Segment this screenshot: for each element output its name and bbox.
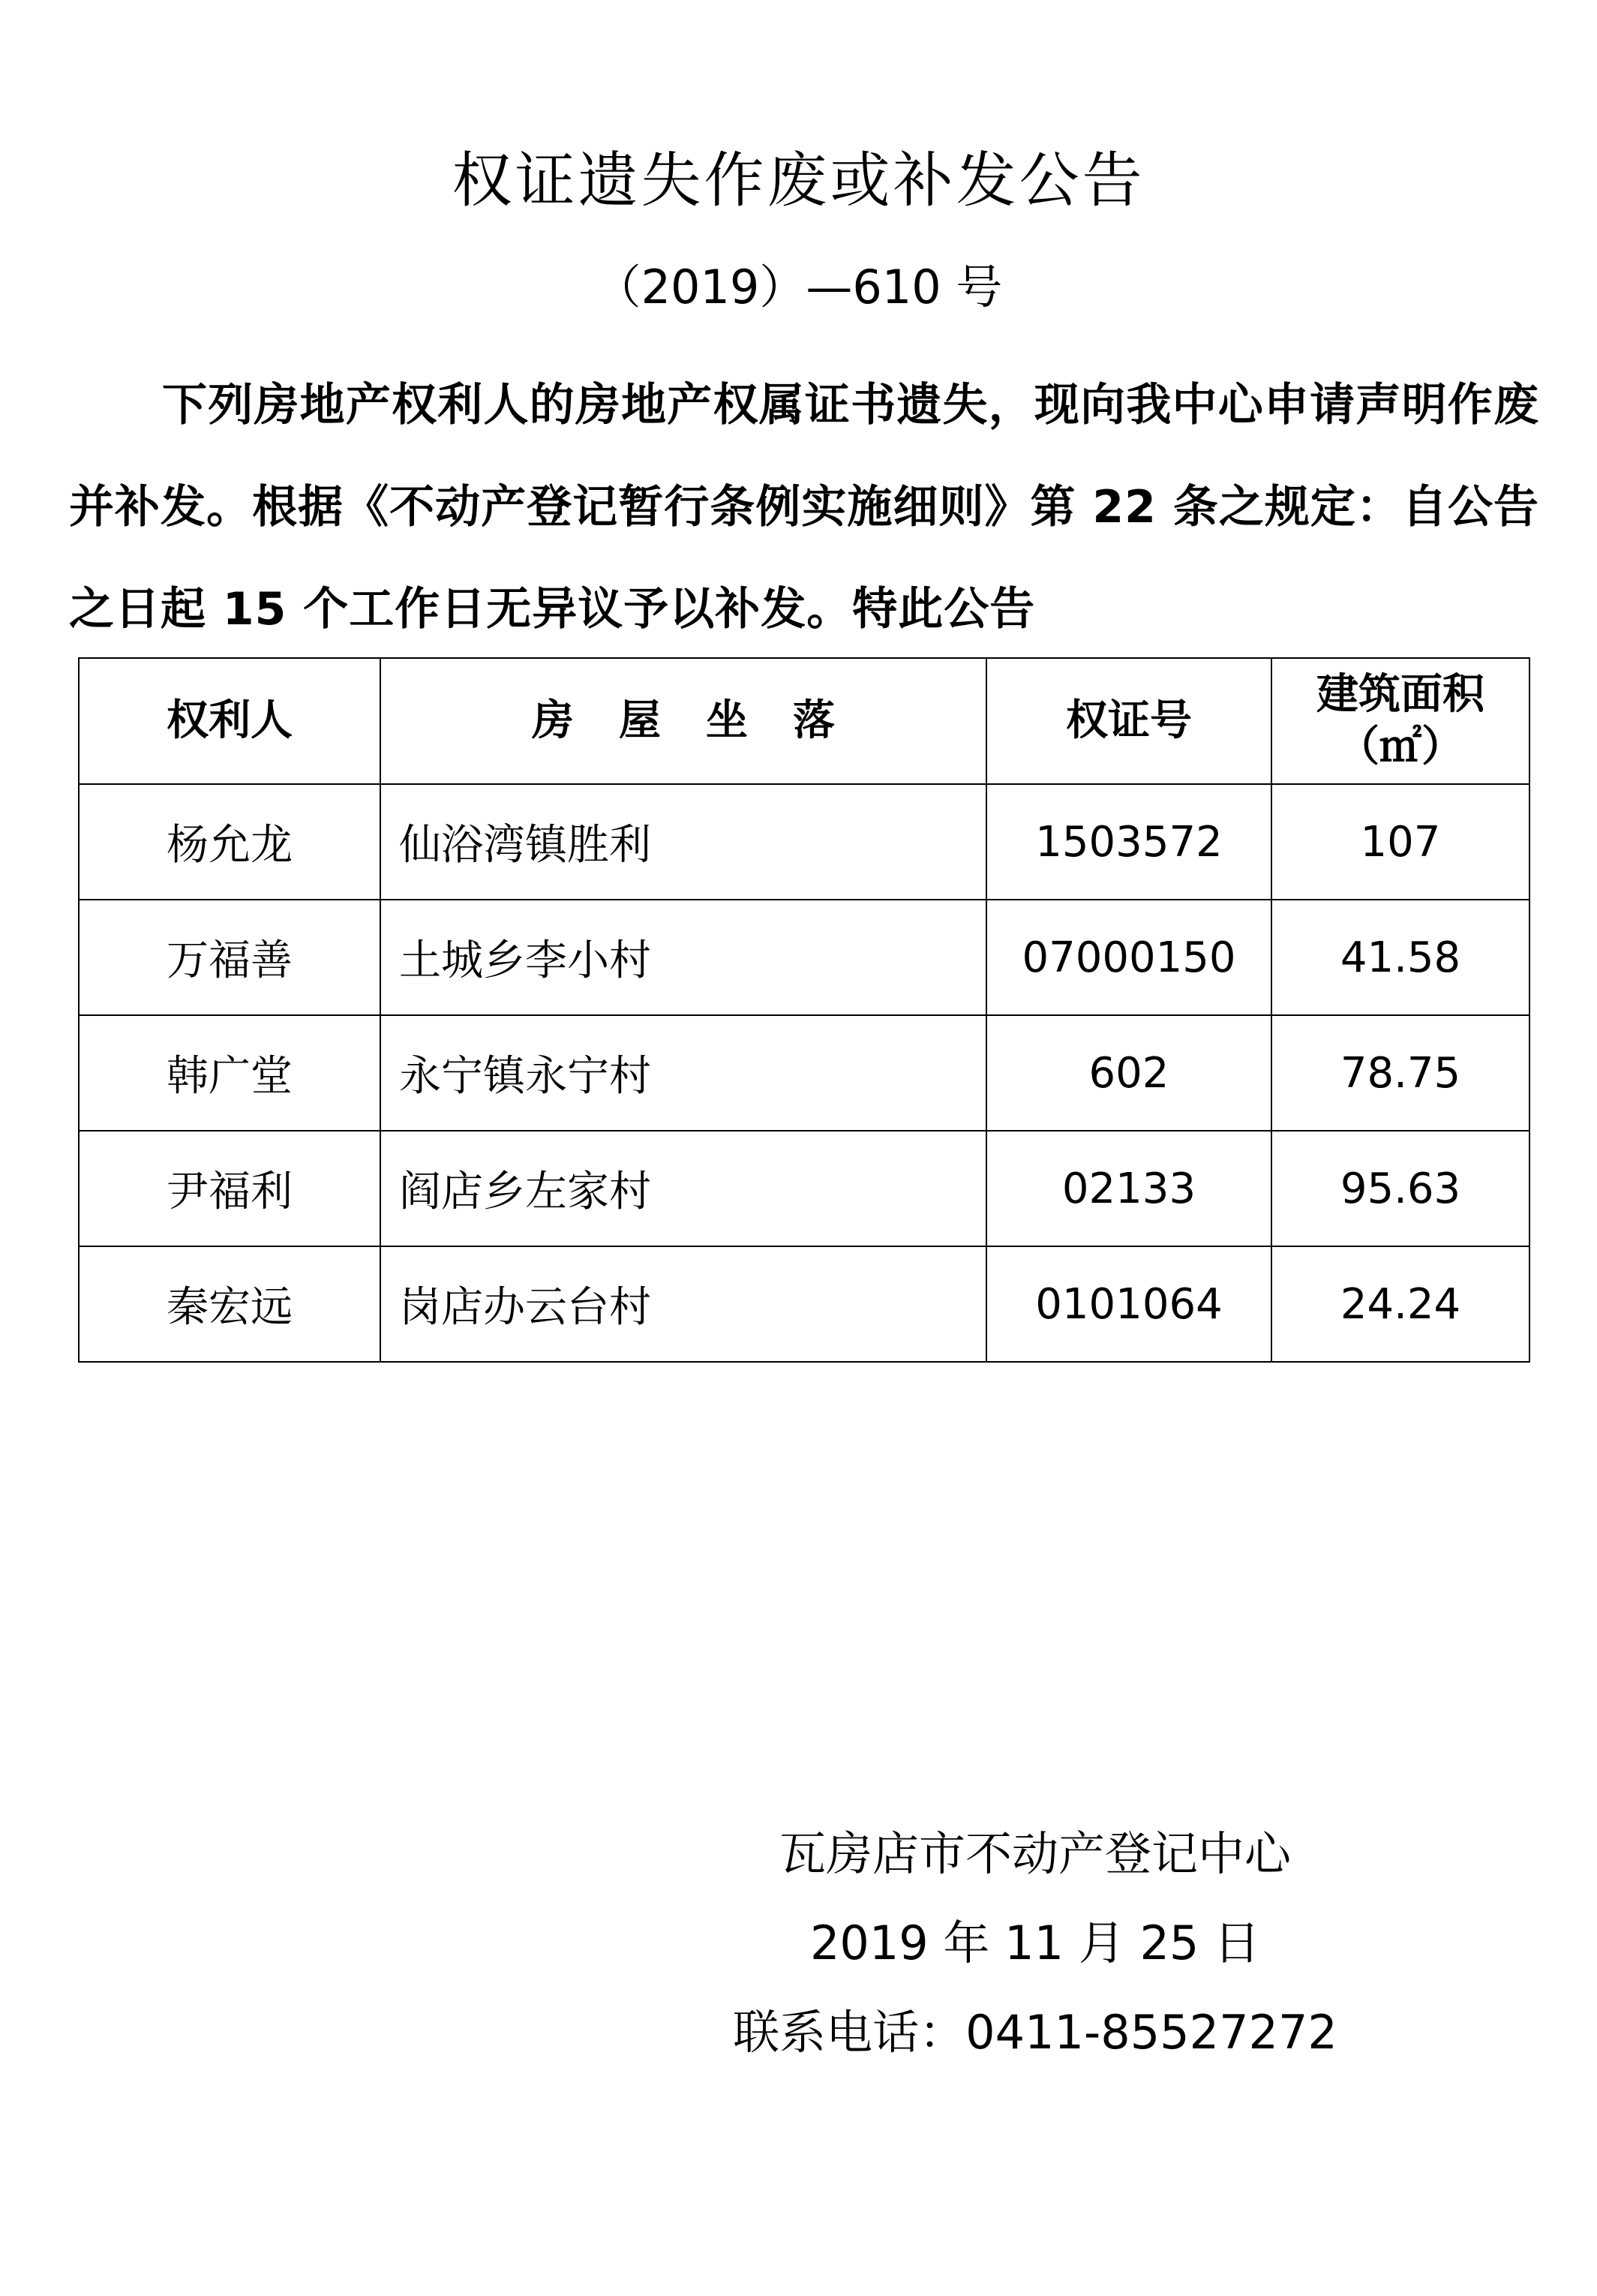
- location-cell: 阎店乡左家村: [380, 1131, 986, 1246]
- cert-no-cell: 1503572: [986, 784, 1271, 900]
- area-cell: 107: [1271, 784, 1529, 900]
- issuing-organization: 瓦房店市不动产登记中心: [779, 1826, 1291, 1881]
- table-row: [79, 1015, 1529, 1131]
- notice-title: 权证遗失作废或补发公告: [452, 146, 1145, 215]
- owner-cell: 万福善: [79, 900, 380, 1015]
- header-area-label: 建筑面积: [1316, 670, 1484, 719]
- owner-cell: 秦宏远: [79, 1246, 380, 1362]
- owner-cell: 杨允龙: [79, 784, 380, 900]
- table-row: [79, 784, 1529, 900]
- notice-number: （2019）—610 号: [594, 260, 1003, 314]
- issue-date: 2019 年 11 月 25 日: [809, 1916, 1261, 1970]
- owner-cell: 韩广堂: [79, 1015, 380, 1131]
- notice-paragraph: 下列房地产权利人的房地产权属证书遗失，现向我中心申请声明作废并补发。根据《不动产登记暂行条例实施细则》第 22 条之规定：自公告之日起 15 个工作日无异议予以补发。特此公告: [69, 379, 1539, 636]
- table-row: [79, 1131, 1529, 1246]
- cert-no-cell: 02133: [986, 1131, 1271, 1246]
- area-cell: 24.24: [1271, 1246, 1529, 1362]
- location-cell: 永宁镇永宁村: [380, 1015, 986, 1131]
- header-owner: 权利人: [79, 658, 380, 784]
- owner-cell: 尹福利: [79, 1131, 380, 1246]
- header-location: [380, 658, 986, 784]
- header-cert-no: 权证号: [986, 658, 1271, 784]
- contact-phone: 联系电话：0411-85527272: [733, 2005, 1337, 2060]
- cert-no-cell: 602: [986, 1015, 1271, 1131]
- table-header-row: [79, 658, 1529, 784]
- header-location-label: 房屋坐落: [532, 696, 880, 745]
- certificate-table: [78, 657, 1530, 1363]
- area-cell: 78.75: [1271, 1015, 1529, 1131]
- table-row: [79, 900, 1529, 1015]
- location-cell: 土城乡李小村: [380, 900, 986, 1015]
- table-row: [79, 1246, 1529, 1362]
- cert-no-cell: 0101064: [986, 1246, 1271, 1362]
- location-cell: 仙浴湾镇胜利: [380, 784, 986, 900]
- header-area: [1271, 658, 1529, 784]
- location-cell: 岗店办云台村: [380, 1246, 986, 1362]
- header-area-unit: （㎡）: [1337, 723, 1463, 771]
- cert-no-cell: 07000150: [986, 900, 1271, 1015]
- area-cell: 95.63: [1271, 1131, 1529, 1246]
- area-cell: 41.58: [1271, 900, 1529, 1015]
